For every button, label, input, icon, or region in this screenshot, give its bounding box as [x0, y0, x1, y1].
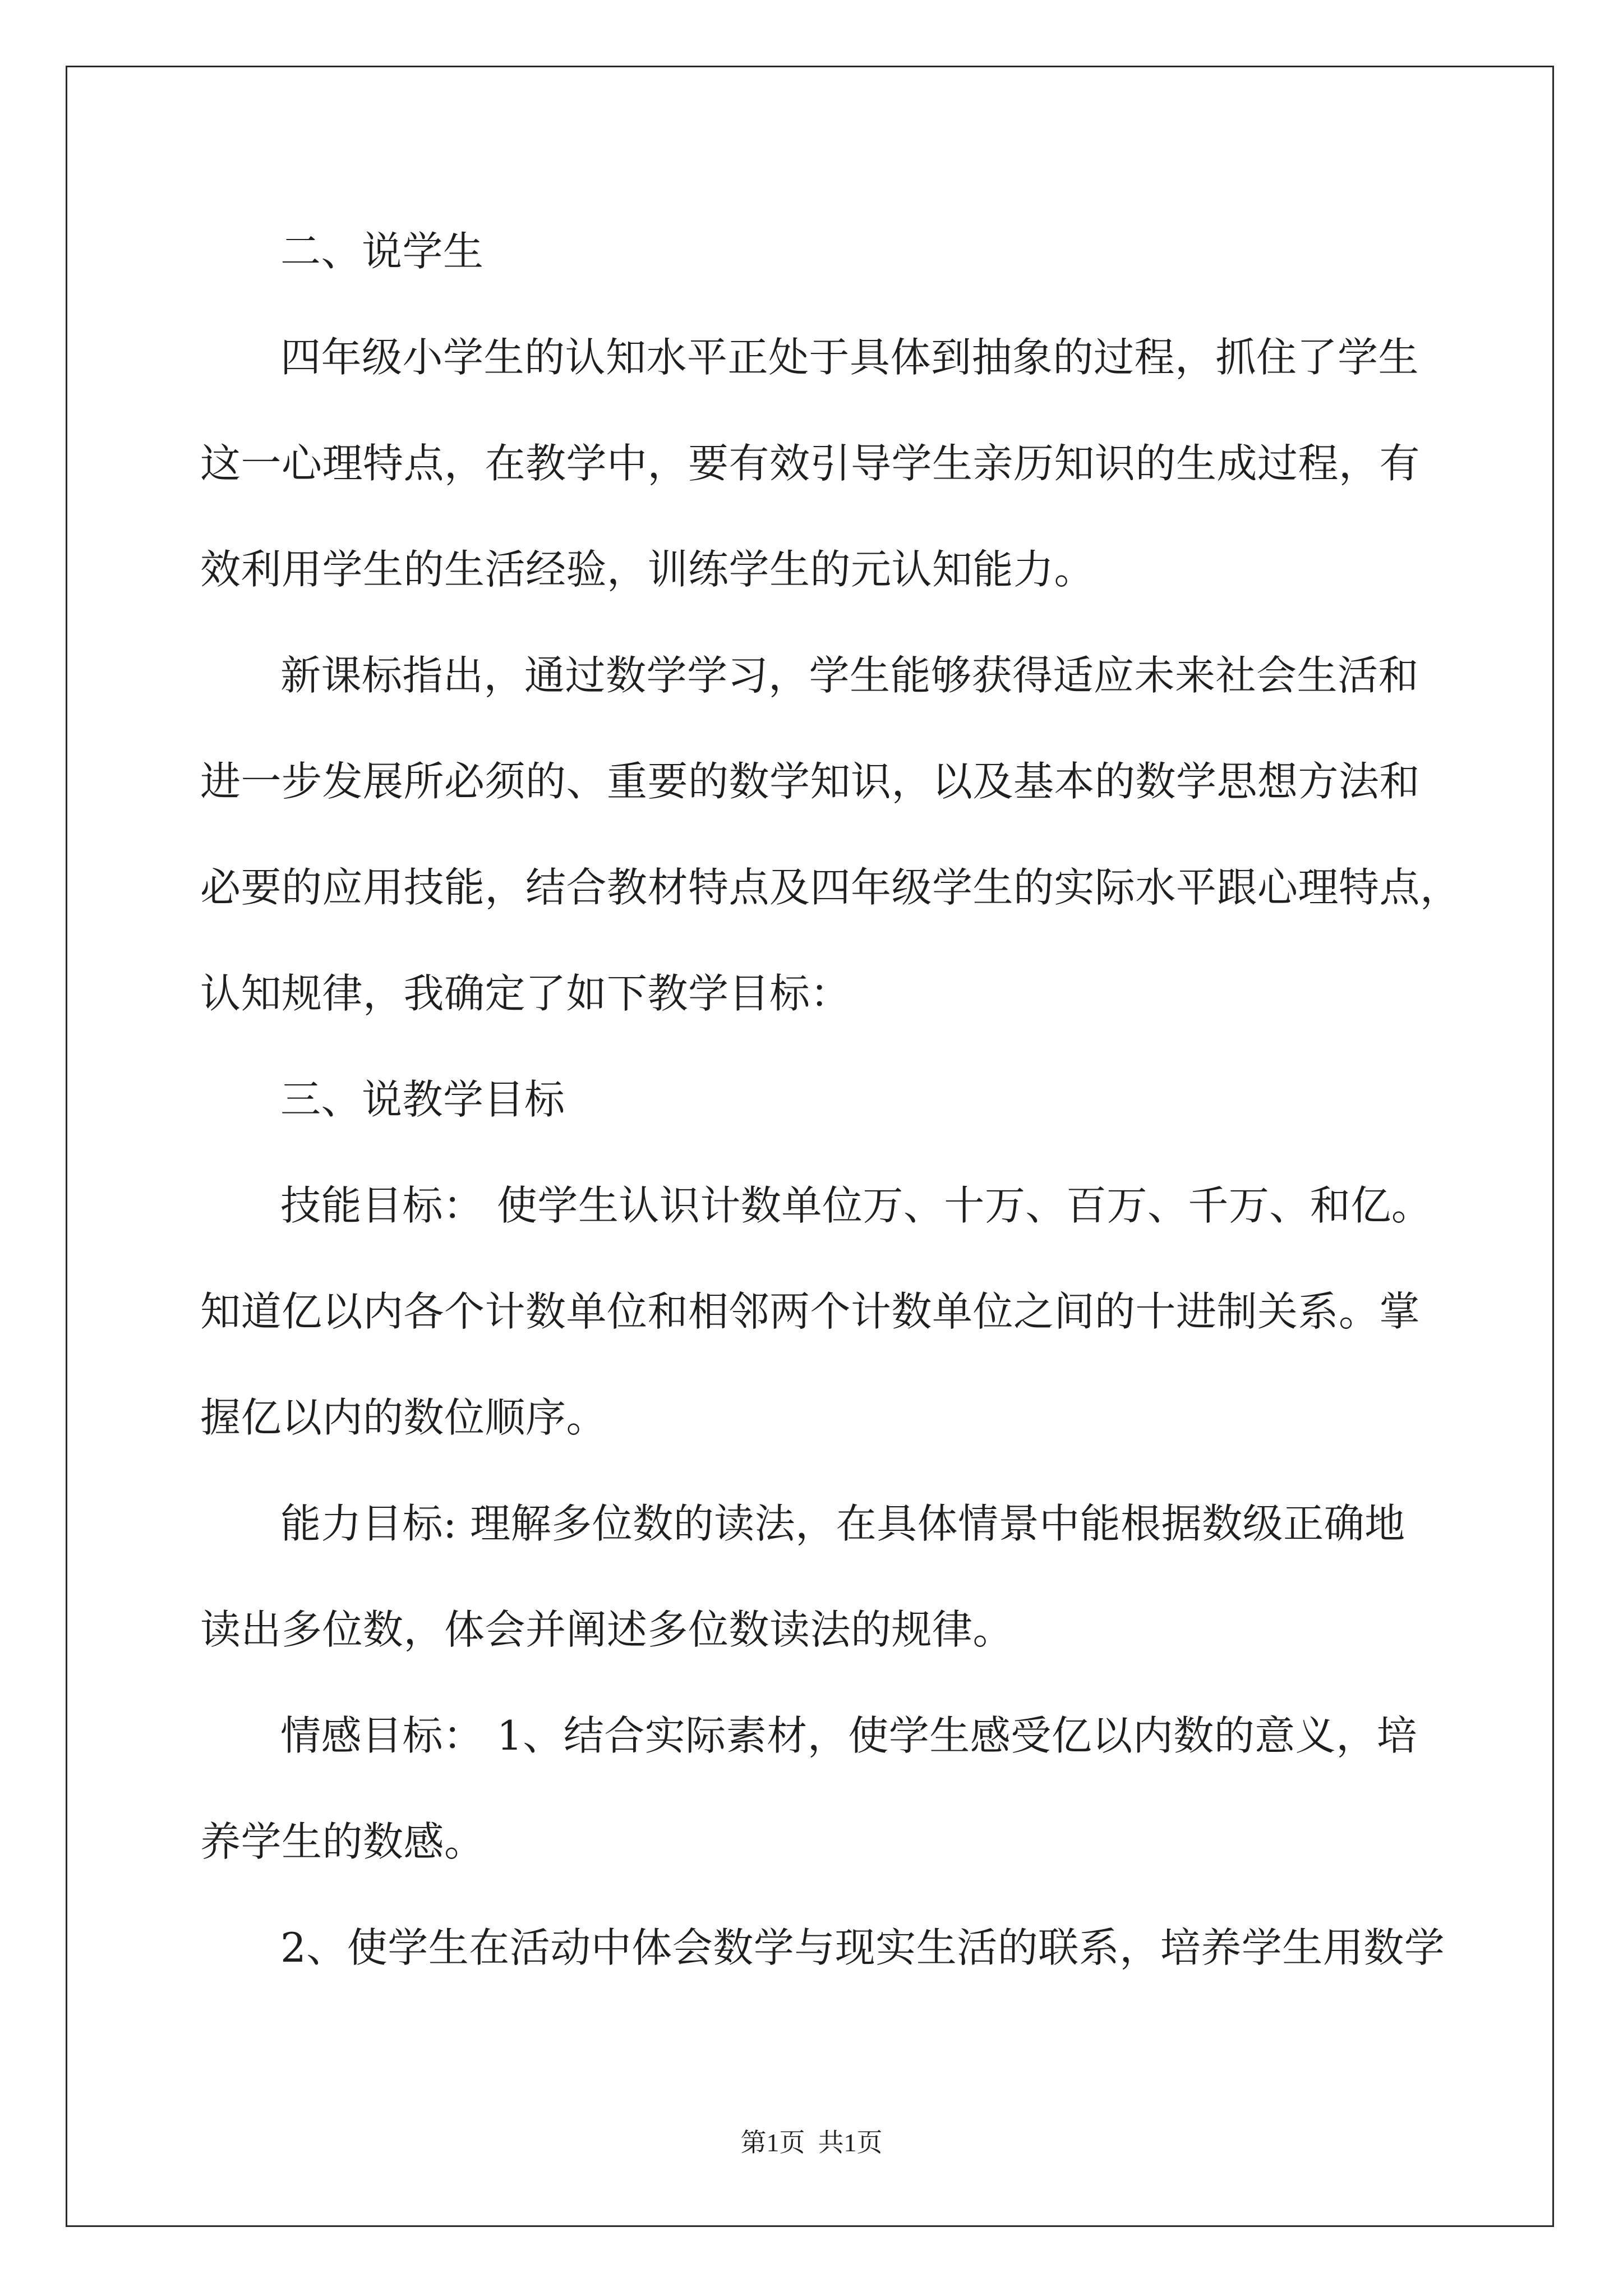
paragraph-line: 读出多位数，体会并阐述多位数读法的规律。: [200, 1606, 1014, 1653]
paragraph-line: 效利用学生的生活经验，训练学生的元认知能力。: [200, 546, 1095, 593]
section-heading-teaching-goals: [200, 1047, 1507, 1153]
paragraph-ability-goals: [200, 1471, 1507, 1683]
paragraph-line: 情感目标： 1、结合实际素材，使学生感受亿以内数的意义，培: [280, 1712, 1418, 1759]
paragraph-line: 知道亿以内各个计数单位和相邻两个计数单位之间的十进制关系。掌: [200, 1288, 1421, 1335]
paragraph-line: 二、说学生: [280, 228, 484, 275]
paragraph-line: 能力目标: 理解多位数的读法，在具体情景中能根据数级正确地: [280, 1500, 1405, 1547]
paragraph-curriculum-standard: [200, 623, 1507, 1047]
paragraph-line: 必要的应用技能，结合教材特点及四年级学生的实际水平跟心理特点，: [200, 864, 1461, 911]
paragraph-student-cognition: [200, 305, 1507, 623]
paragraph-line: 四年级小学生的认知水平正处于具体到抽象的过程，抓住了学生: [280, 334, 1419, 381]
document-body: [200, 199, 1507, 2001]
paragraph-line: 技能目标： 使学生认识计数单位万、十万、百万、千万、和亿。: [280, 1182, 1432, 1229]
paragraph-line: 三、说教学目标: [280, 1076, 565, 1123]
paragraph-line: 养学生的数感。: [200, 1818, 485, 1865]
paragraph-emotion-goals: [200, 1683, 1507, 1895]
section-heading-students: [200, 199, 1507, 305]
paragraph-line: 握亿以内的数位顺序。: [200, 1394, 607, 1441]
paragraph-line: 进一步发展所必须的、重要的数学知识，以及基本的数学思想方法和: [200, 758, 1421, 805]
page-footer: 第1页 共1页: [740, 2128, 883, 2157]
paragraph-line: 2、使学生在活动中体会数学与现实生活的联系，培养学生用数学: [280, 1924, 1445, 1971]
paragraph-line: 认知规律，我确定了如下教学目标：: [200, 970, 851, 1017]
paragraph-skill-goals: [200, 1153, 1507, 1471]
paragraph-line: 新课标指出，通过数学学习，学生能够获得适应未来社会生活和: [280, 652, 1419, 699]
paragraph-emotion-goal-2: [200, 1895, 1507, 2001]
paragraph-line: 这一心理特点，在教学中，要有效引导学生亲历知识的生成过程，有: [200, 440, 1421, 487]
